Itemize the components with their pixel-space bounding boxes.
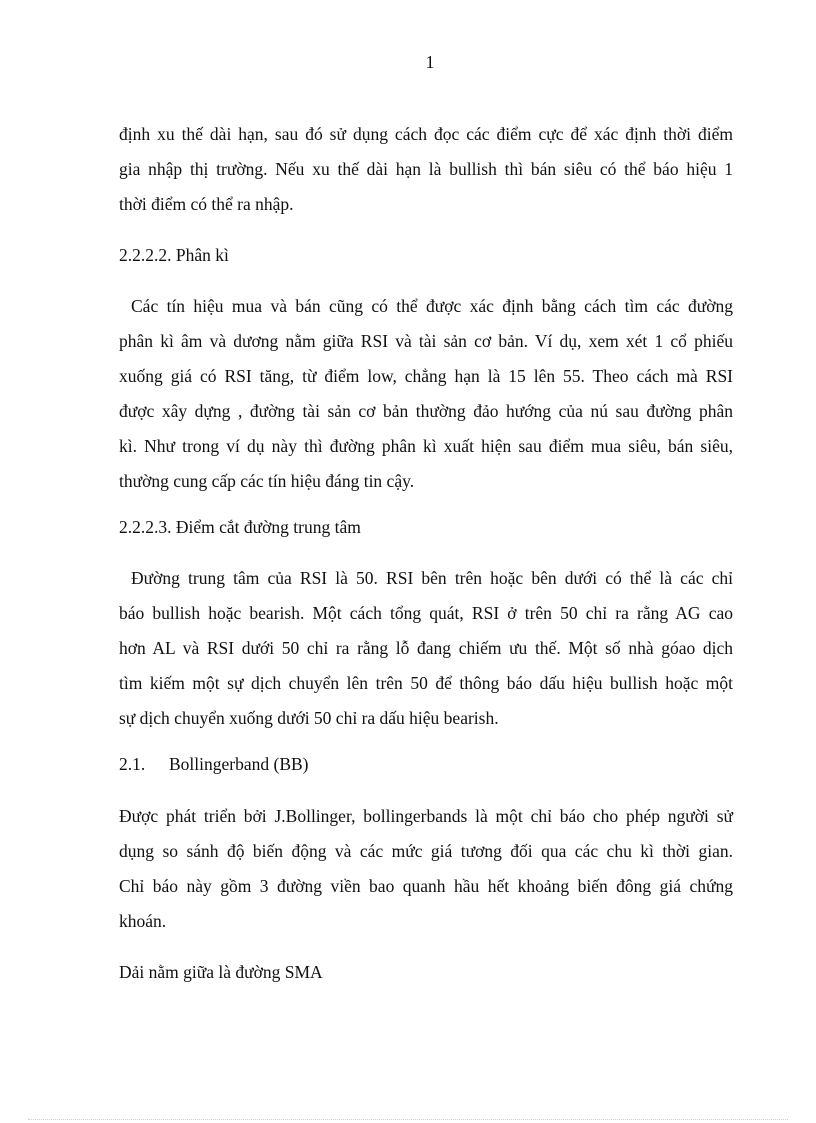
text-line: báo bullish hoặc bearish. Một cách tổng quát, RSI ở trên 50 chỉ ra rằng AG cao — [119, 603, 733, 623]
text-line: khoán. — [119, 911, 167, 931]
text-line: kì. Như trong ví dụ này thì đường phân kì xuất hiện sau điểm mua siêu, bán siêu, — [119, 436, 733, 456]
text-line: tìm kiếm một sự dịch chuyển lên trên 50 để thông báo dấu hiệu bullish hoặc một — [119, 673, 733, 693]
section-heading-divergence — [119, 238, 733, 273]
section-heading-centerline — [119, 510, 733, 545]
heading-text: Bollingerband (BB) — [169, 754, 309, 774]
text-line: gia nhập thị trường. Nếu xu thế dài hạn là bullish thì bán siêu có thể báo hiệu 1 — [119, 159, 733, 179]
heading-text: 2.2.2.3. Điểm cắt đường trung tâm — [119, 517, 361, 537]
heading-number: 2.1. — [119, 754, 146, 774]
text-line: xuống giá có RSI tăng, từ điểm low, chẳng hạn là 15 lên 55. Theo cách mà RSI — [119, 366, 733, 386]
paragraph-centerline — [119, 561, 733, 736]
text-line: Được phát triển bởi J.Bollinger, bollingerbands là một chỉ báo cho phép người sử — [119, 806, 733, 826]
text-line: sự dịch chuyển xuống dưới 50 chỉ ra dấu hiệu bearish. — [119, 708, 499, 728]
paragraph-bollinger — [119, 799, 733, 939]
text-line: định xu thế dài hạn, sau đó sử dụng cách đọc các điểm cực để xác định thời điểm — [119, 124, 733, 144]
text-line: Các tín hiệu mua và bán cũng có thể được xác định bằng cách tìm các đường — [131, 296, 733, 316]
text-line: phân kì âm và dương nằm giữa RSI và tài sản cơ bản. Ví dụ, xem xét 1 cổ phiếu — [119, 331, 733, 351]
text-line: được xây dựng , đường tài sản cơ bản thường đảo hướng của nú sau đường phân — [119, 401, 733, 421]
paragraph-divergence — [119, 289, 733, 499]
page-bottom-divider — [28, 1119, 788, 1120]
section-heading-bollinger — [119, 747, 733, 782]
text-line: thường cung cấp các tín hiệu đáng tin cậy. — [119, 471, 415, 491]
heading-row — [119, 747, 733, 782]
heading-text: 2.2.2.2. Phân kì — [119, 245, 229, 265]
paragraph-sma — [119, 955, 733, 990]
page-number: 1 — [425, 52, 435, 72]
text-line: Đường trung tâm của RSI là 50. RSI bên trên hoặc bên dưới có thể là các chỉ — [131, 568, 733, 588]
text-line: thời điểm có thể ra nhập. — [119, 194, 294, 214]
text-line: Dải nằm giữa là đường SMA — [119, 962, 323, 982]
text-line: Chỉ báo này gồm 3 đường viền bao quanh hầu hết khoảng biến đông giá chứng — [119, 876, 733, 896]
text-line: dụng so sánh độ biến động và các mức giá tương đối qua các chu kì thời gian. — [119, 841, 733, 861]
text-line: hơn AL và RSI dưới 50 chỉ ra rằng lỗ đang chiếm ưu thế. Một số nhà góao dịch — [119, 638, 733, 658]
paragraph-long-term-trend — [119, 117, 733, 222]
